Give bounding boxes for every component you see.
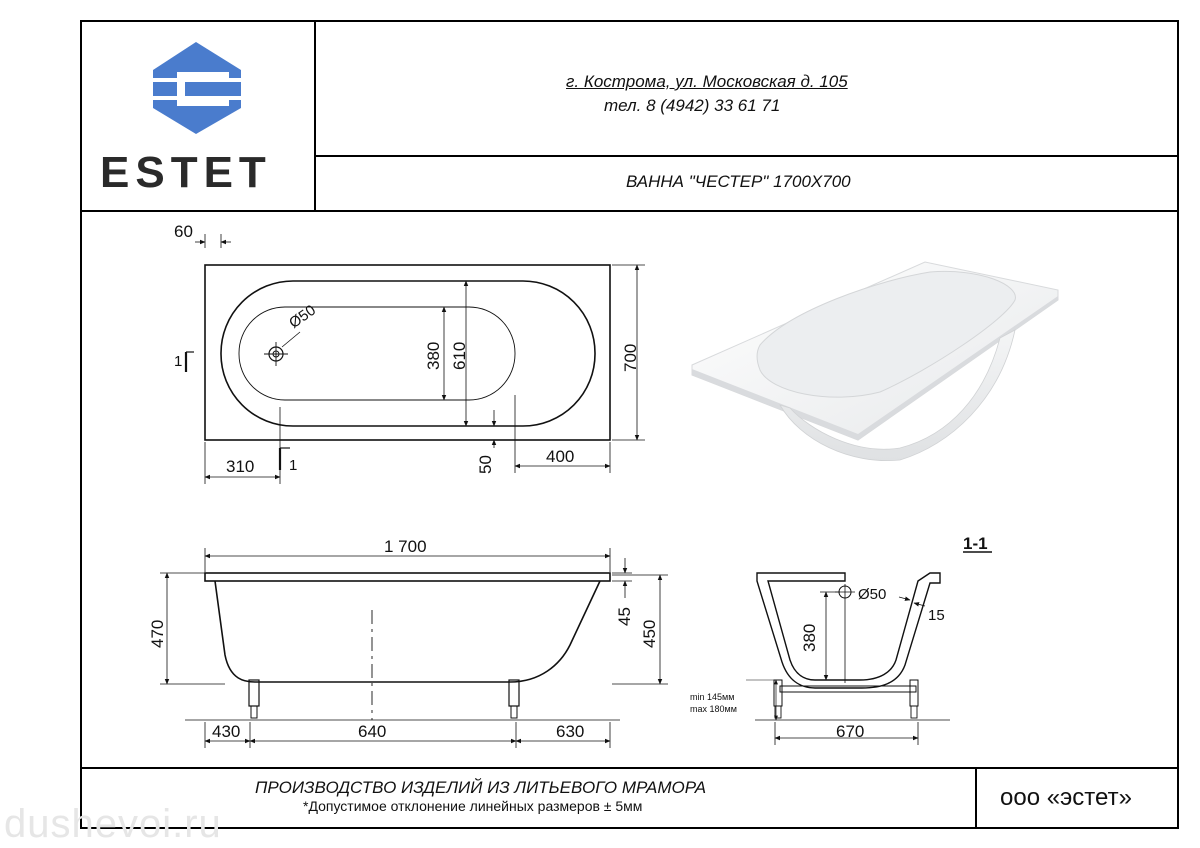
dim-60-label: 60 <box>174 222 193 241</box>
dim-450-label: 450 <box>640 619 659 648</box>
section-label: 1-1 <box>963 534 988 553</box>
side-view <box>160 548 668 748</box>
bathtub-render-image <box>692 262 1058 461</box>
section-view <box>746 552 992 745</box>
company-name: ооо «эстет» <box>1000 784 1132 811</box>
section-drain-label: Ø50 <box>858 586 887 603</box>
dim-470-label: 470 <box>148 619 167 648</box>
dim-length-label: 1 700 <box>384 537 427 556</box>
dim-700-label: 700 <box>621 343 640 372</box>
dim-400-label: 400 <box>546 447 575 466</box>
dim-630-label: 630 <box>556 722 585 741</box>
leg-min-label: min 145мм <box>690 692 735 702</box>
dim-610-label: 610 <box>450 341 469 370</box>
production-text: ПРОИЗВОДСТВО ИЗДЕЛИЙ ИЗ ЛИТЬЕВОГО МРАМОРА <box>255 778 707 797</box>
plan-view <box>186 234 645 484</box>
phone-line: тел. 8 (4942) 33 61 71 <box>604 96 781 115</box>
section-dim-380-label: 380 <box>800 623 819 652</box>
drawing-title: ВАННА "ЧЕСТЕР" 1700Х700 <box>626 172 851 191</box>
dim-310-label: 310 <box>226 457 255 476</box>
drain-diameter-label: Ø50 <box>286 301 319 332</box>
section-mark-left: 1 <box>174 353 183 370</box>
watermark-text: dushevoi.ru <box>4 802 222 846</box>
dim-640-label: 640 <box>358 722 387 741</box>
dim-380-label: 380 <box>424 341 443 370</box>
dim-430-label: 430 <box>212 722 241 741</box>
dim-670-label: 670 <box>836 722 865 741</box>
address-line: г. Кострома, ул. Московская д. 105 <box>566 72 848 91</box>
estet-logo-icon <box>153 42 241 134</box>
leg-max-label: max 180мм <box>690 704 737 714</box>
logo-text: ESTET <box>100 148 272 197</box>
title-block-frame <box>81 21 1178 828</box>
dim-45-label: 45 <box>615 607 634 626</box>
dim-50-label: 50 <box>476 455 495 474</box>
dim-15-label: 15 <box>928 607 945 624</box>
tolerance-text: *Допустимое отклонение линейных размеров ± 5мм <box>303 798 643 814</box>
section-mark-bottom: 1 <box>289 457 298 474</box>
